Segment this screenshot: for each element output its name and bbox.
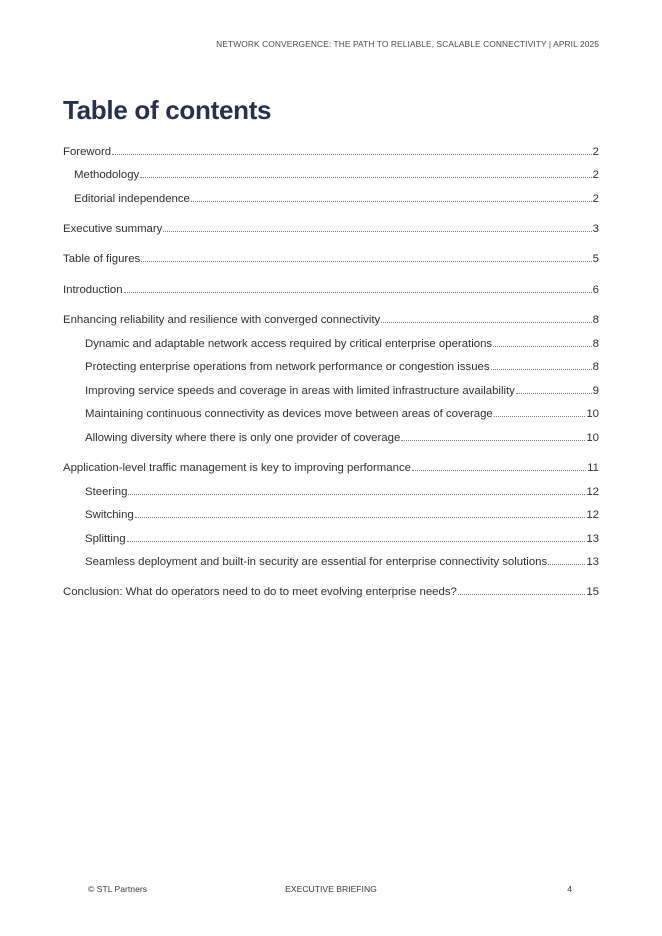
toc-entry-label: Enhancing reliability and resilience with converged connectivity <box>63 314 381 326</box>
dot-leader <box>548 564 585 565</box>
footer-document-type: EXECUTIVE BRIEFING <box>285 884 377 894</box>
toc-entry-label: Allowing diversity where there is only one provider of coverage <box>85 432 401 444</box>
toc-entry-label: Steering <box>85 486 128 498</box>
toc-entry-page: 8 <box>592 314 599 326</box>
toc-entry-label: Improving service speeds and coverage in areas with limited infrastructure availability <box>85 385 515 397</box>
toc-entry-label: Splitting <box>85 533 126 545</box>
toc-entry-page: 8 <box>592 338 599 350</box>
toc-entry-methodology[interactable] <box>74 167 599 183</box>
toc-entry-page: 12 <box>586 509 599 521</box>
toc-entry-label: Switching <box>85 509 134 521</box>
toc-entry-seamless-deployment[interactable] <box>85 554 599 570</box>
dot-leader <box>124 292 592 293</box>
toc-entry-conclusion[interactable] <box>63 584 599 600</box>
toc-entry-page: 10 <box>586 432 599 444</box>
table-of-contents <box>63 0 599 936</box>
toc-entry-protecting-operations[interactable] <box>85 359 599 375</box>
dot-leader <box>412 470 586 471</box>
toc-entry-label: Conclusion: What do operators need to do to meet evolving enterprise needs? <box>63 586 457 598</box>
toc-entry-label: Dynamic and adaptable network access required by critical enterprise operations <box>85 338 493 350</box>
toc-entry-page: 2 <box>592 146 599 158</box>
toc-entry-page: 6 <box>592 284 599 296</box>
toc-entry-page: 13 <box>586 533 599 545</box>
toc-entry-label: Executive summary <box>63 223 163 235</box>
dot-leader <box>516 393 592 394</box>
toc-entry-label: Foreword <box>63 146 112 158</box>
dot-leader <box>141 261 591 262</box>
running-header: NETWORK CONVERGENCE: THE PATH TO RELIABLE, SCALABLE CONNECTIVITY | APRIL 2025 <box>216 39 599 49</box>
toc-entry-page: 11 <box>587 462 599 474</box>
dot-leader <box>381 322 591 323</box>
toc-entry-improving-speeds[interactable] <box>85 383 599 399</box>
toc-entry-label: Maintaining continuous connectivity as devices move between areas of coverage <box>85 408 493 420</box>
dot-leader <box>401 440 585 441</box>
toc-entry-label: Protecting enterprise operations from network performance or congestion issues <box>85 361 490 373</box>
toc-entry-editorial-independence[interactable] <box>74 191 599 207</box>
toc-entry-page: 5 <box>592 253 599 265</box>
toc-entry-page: 2 <box>592 193 599 205</box>
toc-entry-page: 12 <box>586 486 599 498</box>
dot-leader <box>491 369 592 370</box>
toc-entry-label: Methodology <box>74 169 140 181</box>
footer-page-number: 4 <box>567 884 572 894</box>
toc-entry-page: 15 <box>586 586 599 598</box>
toc-entry-label: Application-level traffic management is key to improving performance <box>63 462 411 474</box>
toc-entry-page: 10 <box>586 408 599 420</box>
toc-entry-foreword[interactable] <box>63 144 599 160</box>
toc-entry-page: 13 <box>586 556 599 568</box>
toc-entry-allowing-diversity[interactable] <box>85 430 599 446</box>
toc-entry-splitting[interactable] <box>85 531 599 547</box>
toc-entry-label: Table of figures <box>63 253 141 265</box>
toc-entry-label: Seamless deployment and built-in security are essential for enterprise connectivity solutions <box>85 556 548 568</box>
toc-entry-maintaining-connectivity[interactable] <box>85 406 599 422</box>
toc-entry-page: 8 <box>592 361 599 373</box>
dot-leader <box>494 416 586 417</box>
dot-leader <box>127 541 586 542</box>
toc-entry-label: Introduction <box>63 284 123 296</box>
toc-entry-page: 3 <box>592 223 599 235</box>
dot-leader <box>191 201 592 202</box>
toc-entry-label: Editorial independence <box>74 193 190 205</box>
dot-leader <box>112 154 592 155</box>
dot-leader <box>493 346 592 347</box>
toc-entry-application-level-traffic[interactable] <box>63 460 599 476</box>
toc-entry-enhancing-reliability[interactable] <box>63 312 599 328</box>
dot-leader <box>458 594 585 595</box>
page-title: Table of contents <box>63 95 272 125</box>
dot-leader <box>140 177 591 178</box>
dot-leader <box>135 517 586 518</box>
toc-entry-page: 2 <box>592 169 599 181</box>
toc-entry-page: 9 <box>592 385 599 397</box>
dot-leader <box>163 231 591 232</box>
dot-leader <box>128 494 585 495</box>
footer-copyright: © STL Partners <box>88 884 148 894</box>
toc-entry-steering[interactable] <box>85 484 599 500</box>
toc-entry-table-of-figures[interactable] <box>63 251 599 267</box>
toc-entry-switching[interactable] <box>85 507 599 523</box>
toc-entry-dynamic-network-access[interactable] <box>85 336 599 352</box>
toc-entry-executive-summary[interactable] <box>63 221 599 237</box>
toc-entry-introduction[interactable] <box>63 282 599 298</box>
